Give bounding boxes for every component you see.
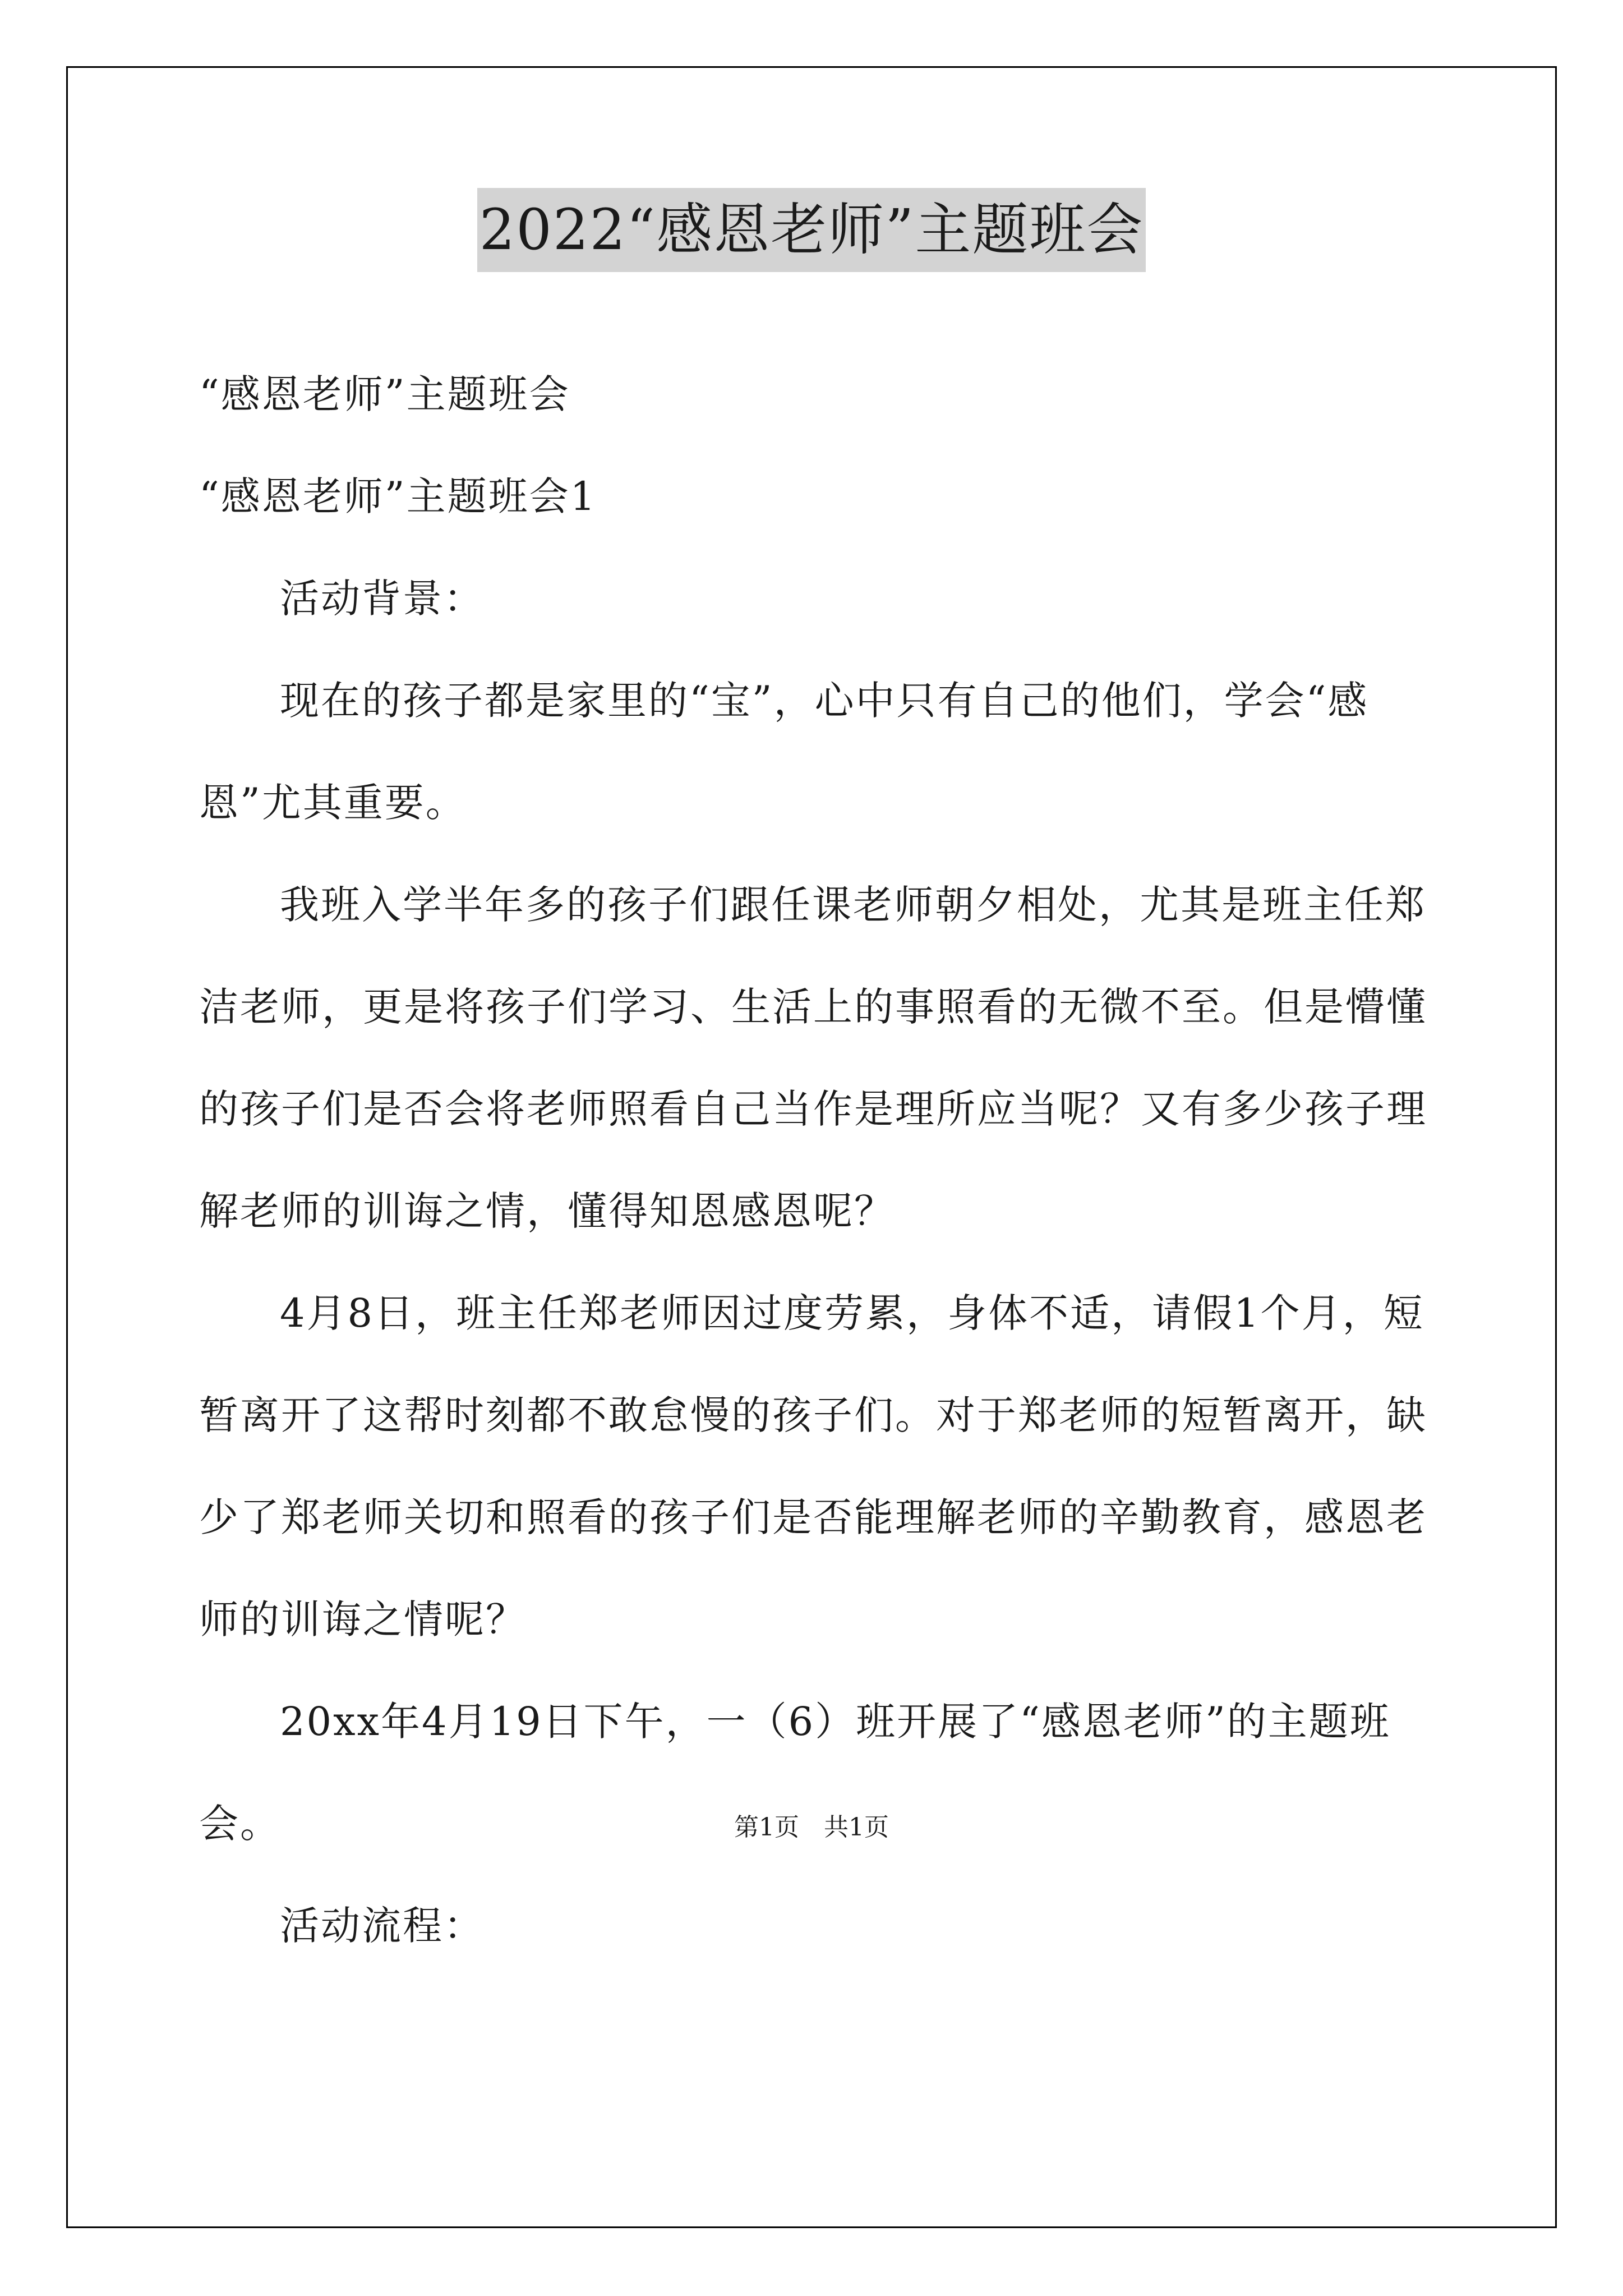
- document-body: [199, 343, 1433, 1977]
- paragraph: 活动流程：: [280, 1903, 485, 1949]
- paragraph: “感恩老师”主题班会1: [199, 473, 597, 519]
- page-footer: 第1页 共1页: [734, 1813, 889, 1842]
- title-container: [0, 188, 1623, 272]
- paragraph: “感恩老师”主题班会: [199, 371, 570, 417]
- paragraph: 现在的孩子都是家里的“宝”，心中只有自己的他们，学会“感恩”尤其重要。: [199, 678, 1369, 826]
- paragraph: 活动背景：: [280, 576, 485, 622]
- document-title: 2022“感恩老师”主题班会: [477, 188, 1146, 272]
- paragraph: 4月8日，班主任郑老师因过度劳累，身体不适，请假1个月，短暂离开了这帮时刻都不敢怠慢的孩子们。对于郑老师的短暂离开，缺少了郑老师关切和照看的孩子们是否能理解老师的辛勤教育，感恩老师的训诲之情呢？: [199, 1290, 1427, 1642]
- paragraph: 20xx年4月19日下午，一（6）班开展了“感恩老师”的主题班会。: [199, 1699, 1391, 1847]
- paragraph: 我班入学半年多的孩子们跟任课老师朝夕相处，尤其是班主任郑洁老师，更是将孩子们学习、生活上的事照看的无微不至。但是懵懂的孩子们是否会将老师照看自己当作是理所应当呢？又有多少孩子理解老师的训诲之情，懂得知恩感恩呢？: [199, 882, 1427, 1234]
